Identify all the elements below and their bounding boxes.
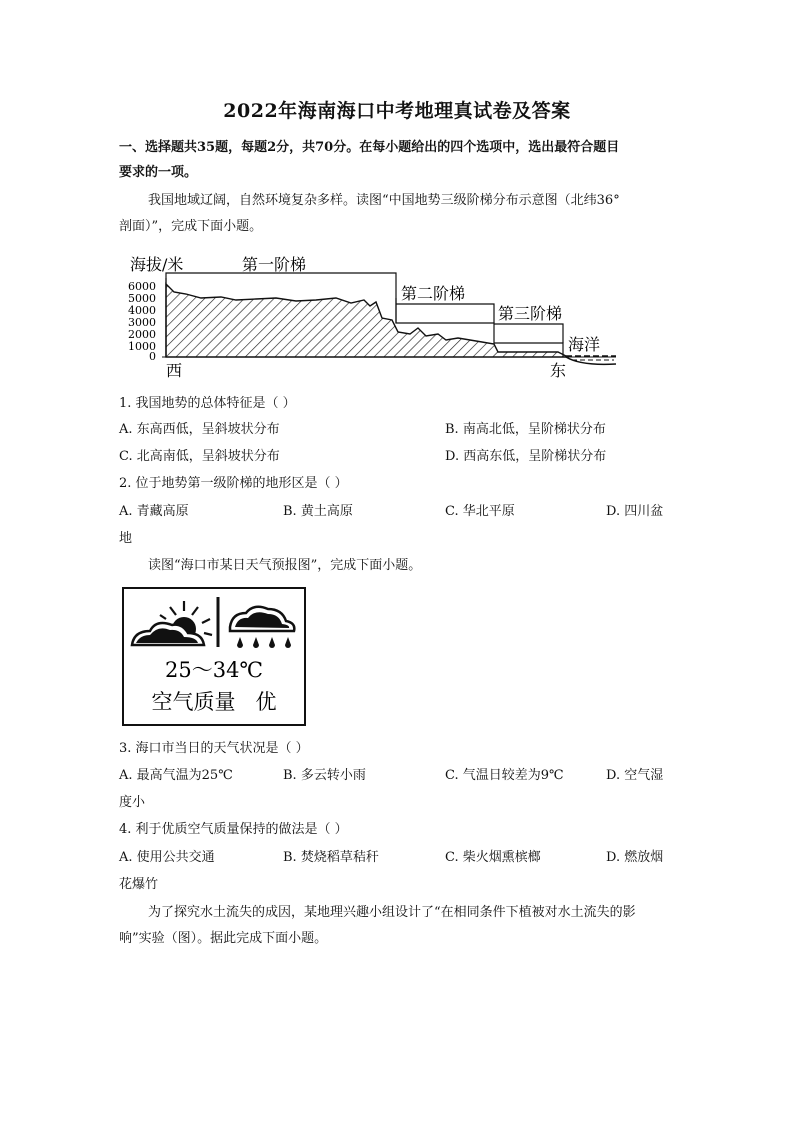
q2-option-d[interactable]: D. 四川盆 [606,504,664,519]
y-tick: 6000 [128,280,156,293]
y-tick: 5000 [128,292,156,305]
q2-option-d-wrap: 地 [119,531,133,546]
step3-label: 第三阶梯 [498,304,563,323]
y-tick: 0 [149,350,156,363]
west-label: 西 [166,361,183,380]
y-tick: 3000 [128,316,156,329]
air-quality: 空气质量 优 [151,690,277,714]
q4-option-d-wrap: 花爆竹 [119,877,159,892]
q2-option-b[interactable]: B. 黄土高原 [283,504,353,519]
q1-option-a[interactable]: A. 东高西低，呈斜坡状分布 [119,422,280,437]
y-tick: 4000 [128,304,156,317]
page-title: 2022年海南海口中考地理真试卷及答案 [223,100,571,122]
y-tick: 1000 [128,340,156,353]
temperature-range: 25～34℃ [165,658,263,682]
intro1-line1: 我国地域辽阔，自然环境复杂多样。读图“中国地势三级阶梯分布示意图（北纬36° [148,193,620,208]
q1-option-b[interactable]: B. 南高北低，呈阶梯状分布 [445,422,606,437]
q1-stem: 1. 我国地势的总体特征是（ ） [119,396,296,411]
q2-option-a[interactable]: A. 青藏高原 [119,504,189,519]
q3-stem: 3. 海口市当日的天气状况是（ ） [119,741,309,756]
ocean-label: 海洋 [568,335,601,354]
section-heading-line1: 一、选择题共35题，每题2分，共70分。在每小题给出的四个选项中，选出最符合题目 [119,140,620,155]
intro2: 读图“海口市某日天气预报图”，完成下面小题。 [148,558,422,573]
weather-forecast-figure [122,587,307,727]
q4-stem: 4. 利于优质空气质量保持的做法是（ ） [119,822,348,837]
step2-label: 第二阶梯 [401,284,466,303]
q2-stem: 2. 位于地势第一级阶梯的地形区是（ ） [119,476,348,491]
q3-option-a[interactable]: A. 最高气温为25℃ [119,768,233,783]
q3-option-b[interactable]: B. 多云转小雨 [283,768,366,783]
intro3-line2: 响”实验（图）。据此完成下面小题。 [119,931,328,946]
intro1-line2: 剖面）”，完成下面小题。 [119,219,263,234]
q3-option-d[interactable]: D. 空气湿 [606,768,664,783]
step1-label: 第一阶梯 [242,255,307,274]
q4-option-b[interactable]: B. 焚烧稻草秸秆 [283,850,379,865]
y-tick: 2000 [128,328,156,341]
terrain-profile-figure [126,248,626,380]
q3-option-d-wrap: 度小 [119,795,146,810]
q1-option-c[interactable]: C. 北高南低，呈斜坡状分布 [119,449,280,464]
east-label: 东 [550,361,567,380]
section-heading-line2: 要求的一项。 [119,165,198,180]
q4-option-c[interactable]: C. 柴火烟熏槟榔 [445,850,541,865]
q4-option-d[interactable]: D. 燃放烟 [606,850,664,865]
q2-option-c[interactable]: C. 华北平原 [445,504,515,519]
y-axis-title: 海拔/米 [130,255,184,274]
q4-option-a[interactable]: A. 使用公共交通 [119,850,215,865]
q1-option-d[interactable]: D. 西高东低，呈阶梯状分布 [445,449,607,464]
intro3-line1: 为了探究水土流失的成因，某地理兴趣小组设计了“在相同条件下植被对水土流失的影 [148,905,636,920]
q3-option-c[interactable]: C. 气温日较差为9℃ [445,768,564,783]
